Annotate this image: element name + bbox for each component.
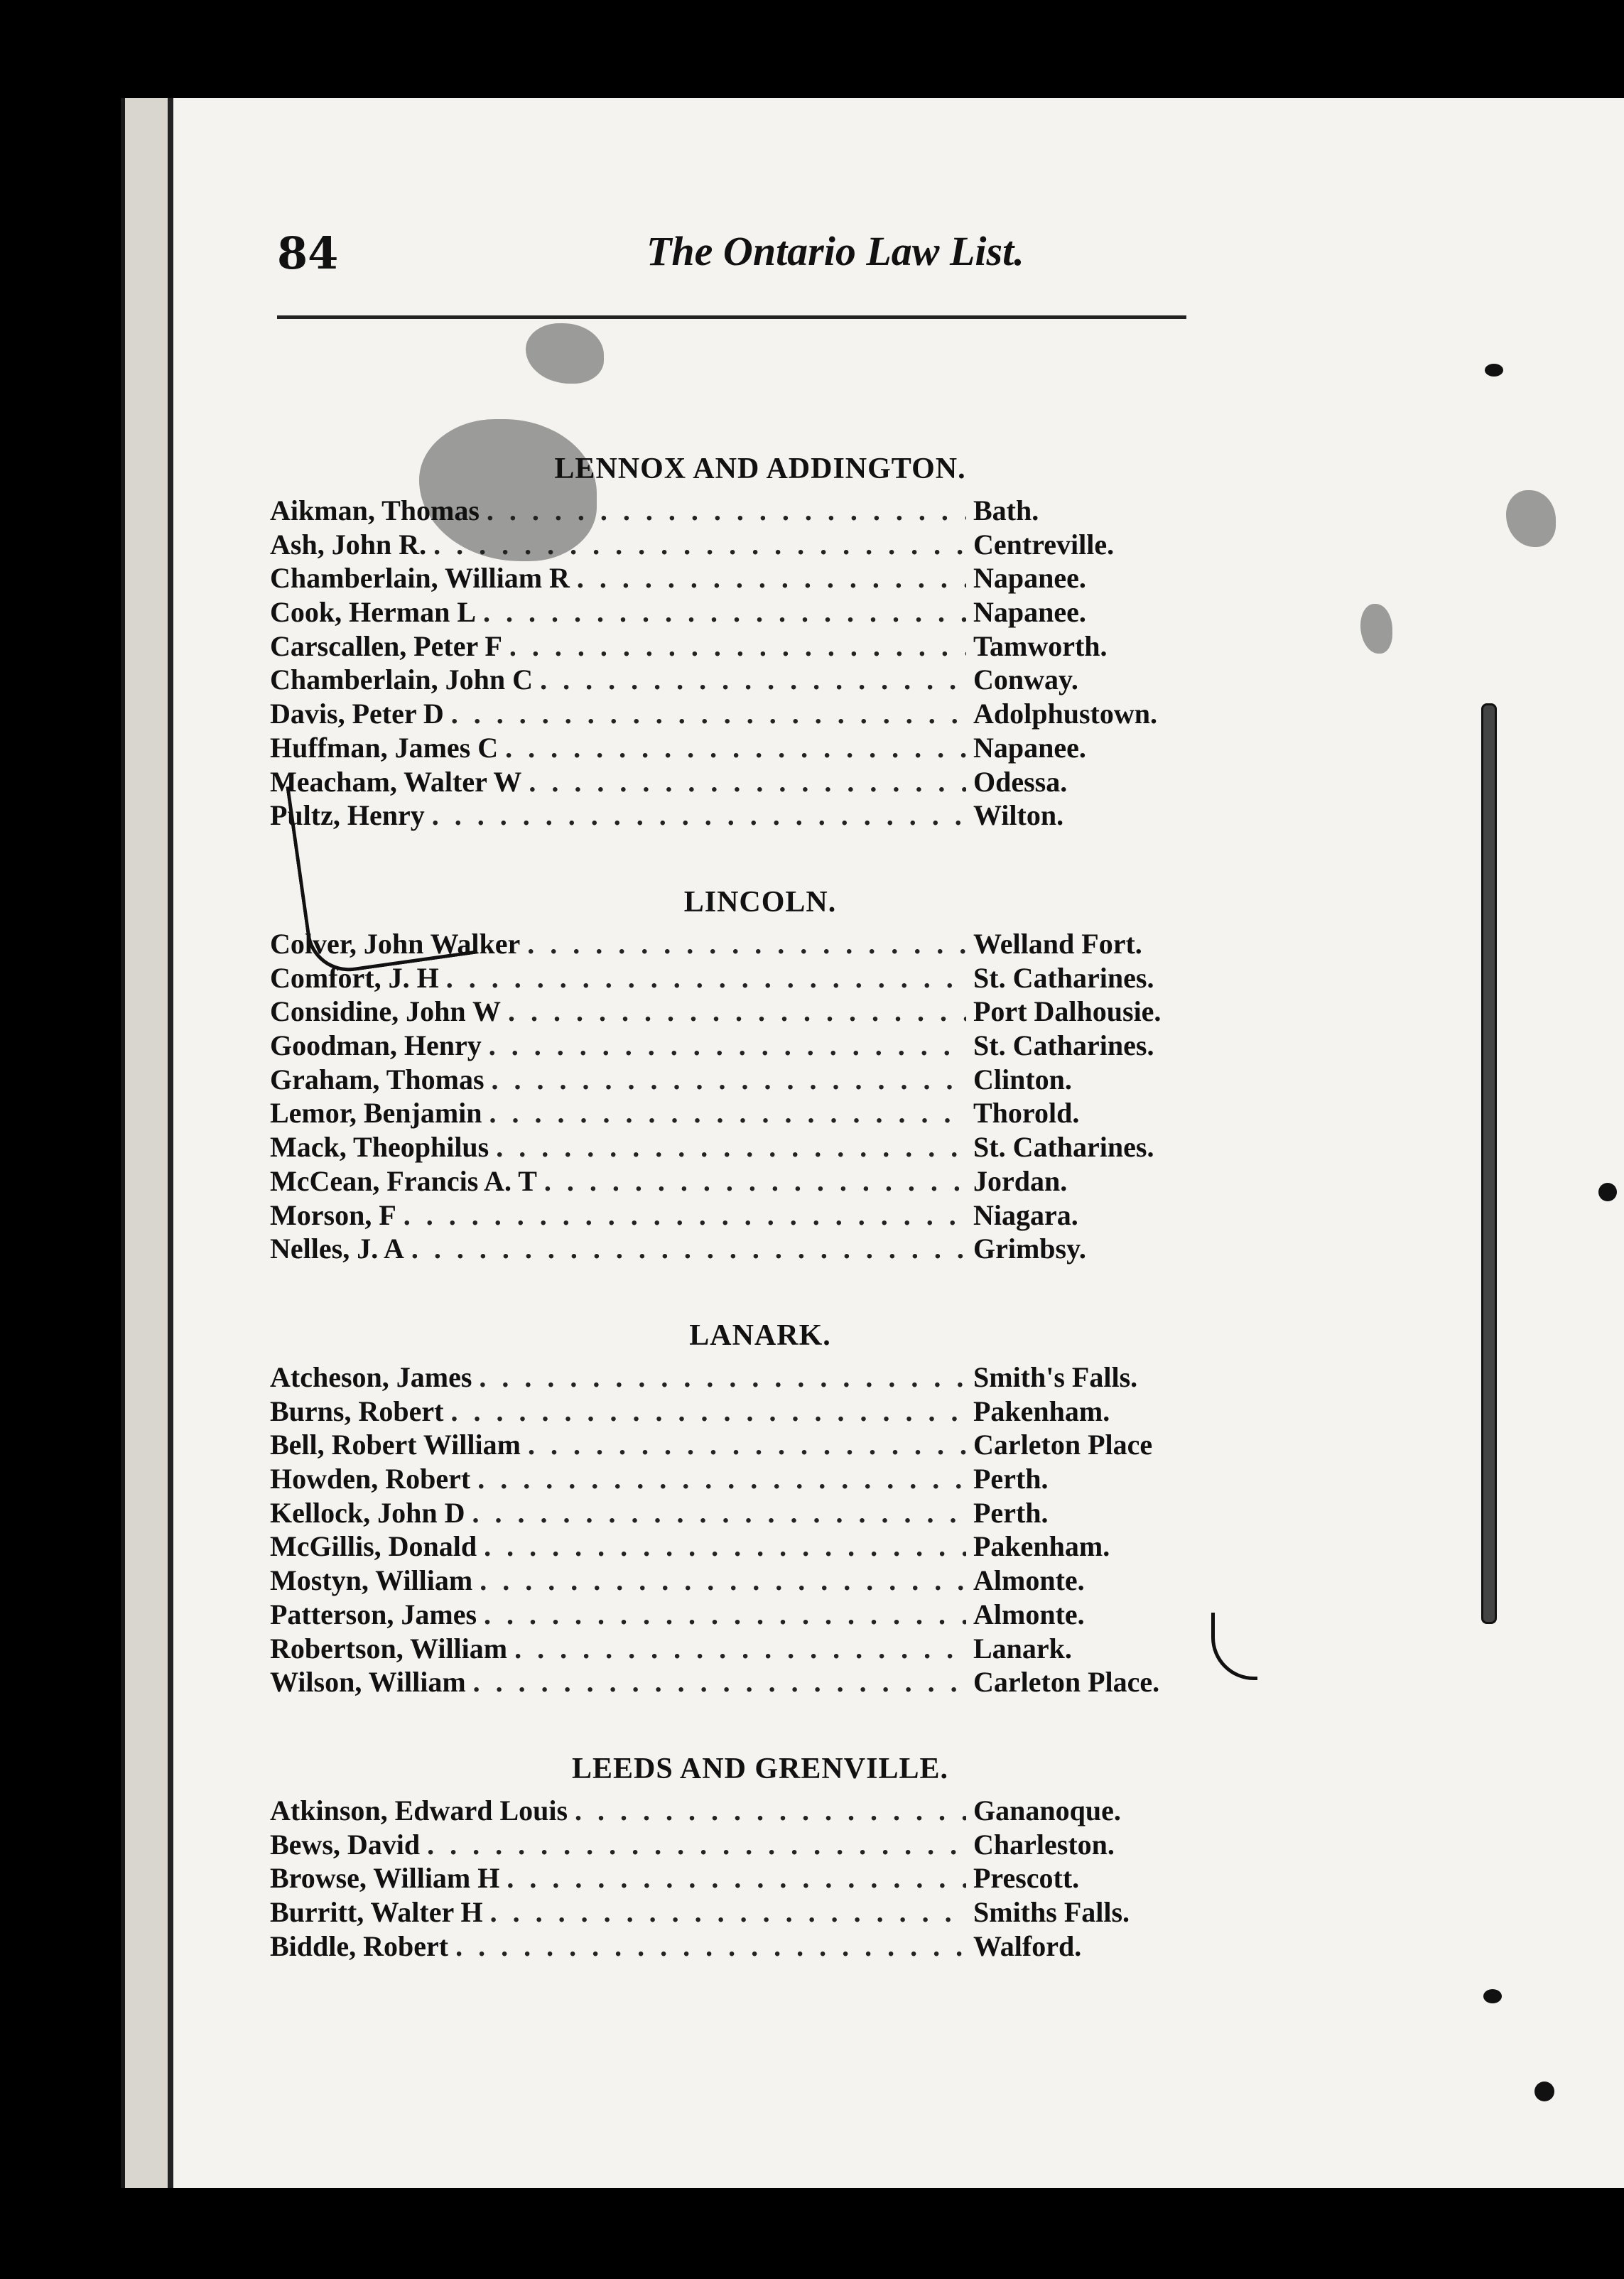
entry-name: Comfort, J. H [270,961,439,994]
entry-row [270,561,1193,595]
entry-row [270,1632,1193,1666]
binding-edge [168,98,173,2188]
county-heading: LINCOLN. [683,886,837,919]
dot-leader [527,927,966,961]
entry-row [270,731,1193,765]
entry-name: Kellock, John D [270,1496,465,1529]
dot-leader [528,1428,966,1462]
entry-name: Burritt, Walter H [270,1896,483,1929]
entry-place: Gananoque. [973,1794,1121,1826]
dot-leader [496,1130,966,1164]
entry-row [270,1895,1193,1929]
ink-speck [1534,2082,1554,2101]
entry-name: Chamberlain, John C [270,664,534,696]
dot-leader [505,731,966,765]
entry-name: Nelles, J. A [270,1233,404,1265]
entry-name: Bell, Robert William [270,1429,521,1461]
dot-leader [489,1096,966,1130]
county-section [270,1311,1193,1699]
entry-place: Carleton Place. [973,1666,1160,1699]
county-heading: LENNOX AND ADDINGTON. [554,453,966,485]
entry-place: St. Catharines. [973,1131,1154,1164]
entry-row [270,1665,1193,1699]
entry-row [270,1598,1193,1632]
entry-place: Welland Fort. [973,928,1142,960]
entry-name: McCean, Francis A. T [270,1164,537,1197]
entry-name: Pultz, Henry [270,799,425,832]
dot-leader [473,1665,966,1699]
entry-row [270,1794,1193,1828]
entry-place: Thorold. [973,1097,1080,1130]
entry-list [270,1794,1193,1963]
entry-row [270,663,1193,697]
entry-row [270,1198,1193,1233]
entry-name: Browse, William H [270,1862,500,1895]
entry-place: Port Dalhousie. [973,995,1162,1028]
page-number: 84 [277,227,339,279]
entry-row [270,1395,1193,1429]
entry-name: Atkinson, Edward Louis [270,1794,568,1826]
dot-leader [446,961,966,995]
entry-row [270,1029,1193,1063]
entry-row [270,1096,1193,1130]
dot-leader [451,697,966,731]
entry-place: Smith's Falls. [973,1361,1138,1393]
dot-leader [411,1232,966,1266]
entry-place: St. Catharines. [973,961,1154,994]
dot-leader [480,1564,966,1598]
entry-name: McGillis, Donald [270,1530,477,1563]
entry-row [270,1232,1193,1266]
entry-name: Considine, John W [270,995,501,1028]
entry-place: Bath. [973,494,1039,526]
ink-speck [1598,1183,1617,1201]
dot-leader [472,1496,966,1530]
entry-place: Niagara. [973,1198,1078,1231]
entry-name: Colver, John Walker [270,928,521,960]
entry-row [270,1360,1193,1395]
entry-row [270,528,1193,562]
dot-leader [477,1462,966,1496]
dot-leader [489,1029,966,1063]
county-section [270,1744,1193,1963]
entry-row [270,1164,1193,1198]
entry-name: Ash, John R. [270,528,427,561]
dot-leader [492,1063,966,1097]
entry-name: Goodman, Henry [270,1029,482,1062]
entry-name: Aikman, Thomas [270,494,480,526]
entry-place: Wilton. [973,799,1064,832]
entry-place: Odessa. [973,765,1068,798]
entry-place: Smiths Falls. [973,1896,1130,1929]
entry-name: Graham, Thomas [270,1063,485,1095]
entry-place: Jordan. [973,1164,1068,1197]
entry-place: Clinton. [973,1063,1072,1095]
county-section [270,877,1193,1266]
entry-name: Meacham, Walter W [270,765,522,798]
dot-leader [484,1598,966,1632]
entry-name: Cook, Herman L [270,596,476,629]
dot-leader [490,1895,966,1929]
county-section [270,444,1193,833]
entry-name: Howden, Robert [270,1463,471,1495]
entry-row [270,1428,1193,1462]
entry-place: Napanee. [973,731,1086,764]
dot-leader [404,1198,966,1233]
dot-leader [487,494,966,528]
entry-name: Mostyn, William [270,1564,473,1597]
entry-name: Patterson, James [270,1598,477,1630]
dot-leader [427,1828,966,1862]
entry-name: Bews, David [270,1828,421,1861]
entry-row [270,494,1193,528]
dot-leader [507,1861,966,1895]
entry-row [270,1063,1193,1097]
entry-place: Pakenham. [973,1530,1110,1563]
dot-leader [483,595,966,629]
entry-place: Grimbsy. [973,1233,1086,1265]
dot-leader [540,663,966,697]
entry-place: Walford. [973,1929,1082,1962]
entry-row [270,1861,1193,1895]
entry-place: Perth. [973,1496,1049,1529]
dot-leader [529,765,966,799]
dot-leader [509,629,966,664]
entry-place: Conway. [973,664,1078,696]
entry-list [270,1360,1193,1699]
running-title: The Ontario Law List. [646,228,1024,274]
entry-place: Carleton Place [973,1429,1153,1461]
entry-name: Mack, Theophilus [270,1131,489,1164]
entry-place: Napanee. [973,562,1086,595]
entry-row [270,1828,1193,1862]
entry-place: Adolphustown. [973,698,1158,730]
dot-leader [455,1929,966,1964]
entry-name: Chamberlain, William R [270,562,570,595]
dot-leader [575,1794,966,1828]
entry-row [270,1462,1193,1496]
entry-row [270,765,1193,799]
dot-leader [544,1164,966,1198]
entry-name: Morson, F [270,1198,396,1231]
entry-name: Burns, Robert [270,1395,444,1427]
county-heading: LEEDS AND GRENVILLE. [572,1753,948,1785]
entry-row [270,1496,1193,1530]
page-header [277,227,1304,313]
entry-name: Carscallen, Peter F [270,629,502,662]
dot-leader [514,1632,966,1666]
dot-leader [484,1530,966,1564]
dot-leader [450,1395,966,1429]
entry-name: Lemor, Benjamin [270,1097,482,1130]
entry-place: Charleston. [973,1828,1115,1861]
entry-name: Wilson, William [270,1666,466,1699]
binding-shade [125,98,168,2188]
entry-row [270,995,1193,1029]
entry-row [270,629,1193,664]
entry-place: Centreville. [973,528,1115,561]
entry-place: Napanee. [973,596,1086,629]
entry-name: Huffman, James C [270,731,499,764]
entry-name: Biddle, Robert [270,1929,449,1962]
entry-place: St. Catharines. [973,1029,1154,1062]
entry-place: Perth. [973,1463,1049,1495]
entry-row [270,1564,1193,1598]
county-heading: LANARK. [689,1319,831,1352]
entry-row [270,697,1193,731]
entry-row [270,1530,1193,1564]
entry-row [270,927,1193,961]
dot-leader [479,1360,966,1395]
entry-row [270,1929,1193,1964]
header-rule [277,315,1186,319]
dot-leader [432,799,966,833]
entry-row [270,595,1193,629]
entry-place: Almonte. [973,1564,1085,1597]
margin-bracket [1481,703,1497,1624]
entry-place: Tamworth. [973,629,1108,662]
dot-leader [508,995,966,1029]
dot-leader [433,528,966,562]
entry-row [270,799,1193,833]
entry-place: Prescott. [973,1862,1080,1895]
ink-speck [1485,364,1503,377]
entry-place: Almonte. [973,1598,1085,1630]
entry-row [270,1130,1193,1164]
entry-list [270,494,1193,833]
entry-list [270,927,1193,1266]
entry-name: Davis, Peter D [270,698,444,730]
entry-place: Lanark. [973,1632,1072,1664]
ink-speck [1483,1989,1502,2003]
entry-row [270,961,1193,995]
entry-name: Robertson, William [270,1632,508,1664]
entry-name: Atcheson, James [270,1361,472,1393]
dot-leader [577,561,966,595]
entry-place: Pakenham. [973,1395,1110,1427]
